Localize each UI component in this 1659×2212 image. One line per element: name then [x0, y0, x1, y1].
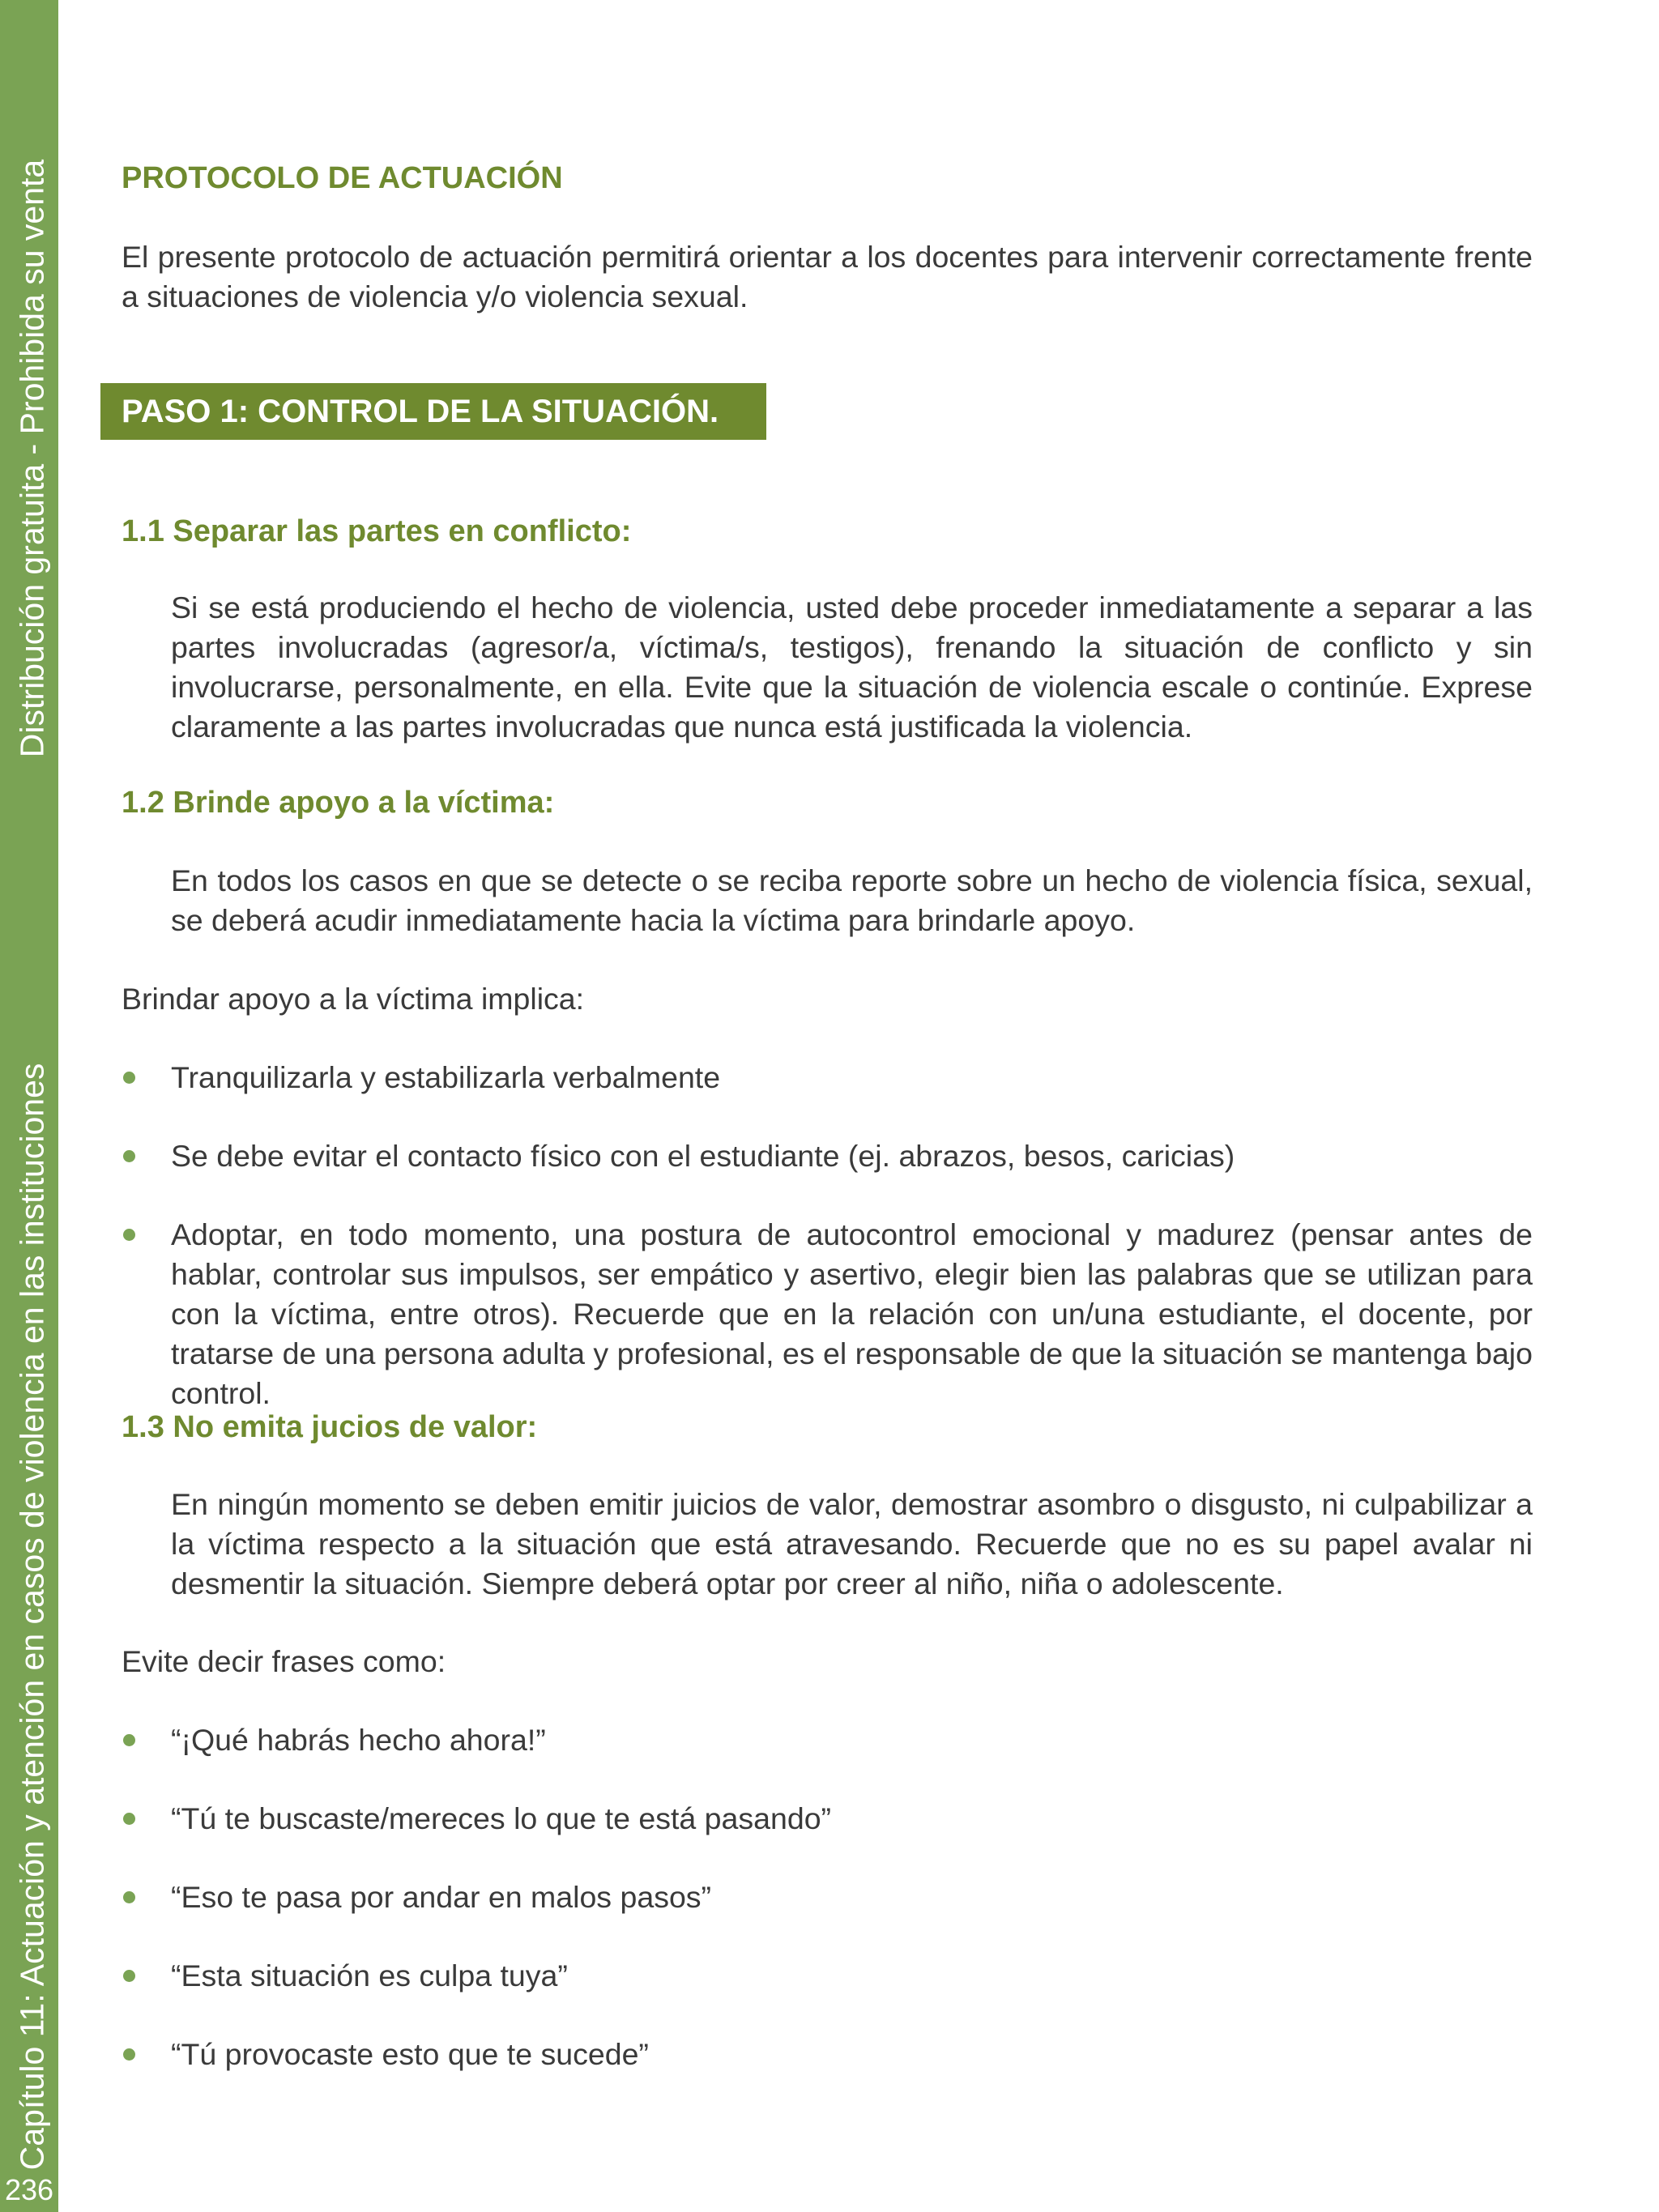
step-1-banner: PASO 1: CONTROL DE LA SITUACIÓN. — [100, 383, 766, 440]
section-1-1-heading: 1.1 Separar las partes en conflicto: — [122, 514, 632, 548]
list-item-text: Se debe evitar el contacto físico con el estudiante (ej. abrazos, besos, caricias) — [171, 1139, 1235, 1173]
bullet-icon — [123, 1891, 135, 1903]
page-title: PROTOCOLO DE ACTUACIÓN — [122, 161, 563, 195]
section-1-1-body: Si se está produciendo el hecho de violencia, usted debe proceder inmediatamente a separar a las partes involucradas (agresor/a, víctima/s, testigos), frenando la situación de conflicto y sin involucrarse, personalmente, en ella. Evite que la situación de violencia escale o continúe. Exprese claramente a las partes involucradas que nunca está justificada la violencia. — [171, 590, 1533, 744]
bullet-icon — [123, 1734, 135, 1746]
section-1-3-body: En ningún momento se deben emitir juicios de valor, demostrar asombro o disgusto, ni culpabilizar a la víctima respecto a la situación que está atravesando. Recuerde que no es su papel avalar ni desmentir la situación. Siempre deberá optar por creer al niño, niña o adolescente. — [171, 1487, 1533, 1600]
bullet-icon — [123, 1970, 135, 1982]
support-list-intro: Brindar apoyo a la víctima implica: — [122, 982, 585, 1016]
intro-paragraph: El presente protocolo de actuación permitirá orientar a los docentes para intervenir correctamente frente a situaciones de violencia y/o violencia sexual. — [122, 240, 1533, 313]
page-number: 236 — [4, 2173, 54, 2206]
chapter-title: Capítulo 11: Actuación y atención en casos de violencia en las instituciones — [13, 1063, 51, 2171]
phrases-list-intro: Evite decir frases como: — [122, 1644, 446, 1678]
bullet-icon — [123, 2048, 135, 2061]
section-1-2-body: En todos los casos en que se detecte o se reciba reporte sobre un hecho de violencia física, sexual, se deberá acudir inmediatamente hacia la víctima para brindarle apoyo. — [171, 863, 1533, 937]
list-item-text: “Eso te pasa por andar en malos pasos” — [171, 1880, 712, 1914]
distribution-notice: Distribución gratuita - Prohibida su venta — [13, 159, 51, 758]
list-item-text: “Tú provocaste esto que te sucede” — [171, 2037, 649, 2071]
bullet-icon — [123, 1813, 135, 1825]
bullet-icon — [123, 1229, 135, 1241]
list-item-text: Adoptar, en todo momento, una postura de autocontrol emocional y madurez (pensar antes de hablar, controlar sus impulsos, ser empático y asertivo, elegir bien las palabras que se utilizan para con la víctima, entre otros). Recuerde que en la relación con un/una estudiante, el docente, por tratarse de una persona adulta y profesional, es el responsable de que la situación se mantenga bajo control. — [171, 1217, 1533, 1410]
section-1-2-heading: 1.2 Brinde apoyo a la víctima: — [122, 786, 555, 820]
bullet-icon — [123, 1072, 135, 1084]
list-item-text: “Tú te buscaste/mereces lo que te está pasando” — [171, 1801, 832, 1835]
list-item-text: “Esta situación es culpa tuya” — [171, 1958, 568, 1993]
section-1-3-heading: 1.3 No emita jucios de valor: — [122, 1410, 538, 1444]
bullet-icon — [123, 1150, 135, 1162]
list-item-text: “¡Qué habrás hecho ahora!” — [171, 1723, 546, 1757]
list-item-text: Tranquilizarla y estabilizarla verbalmente — [171, 1060, 721, 1094]
